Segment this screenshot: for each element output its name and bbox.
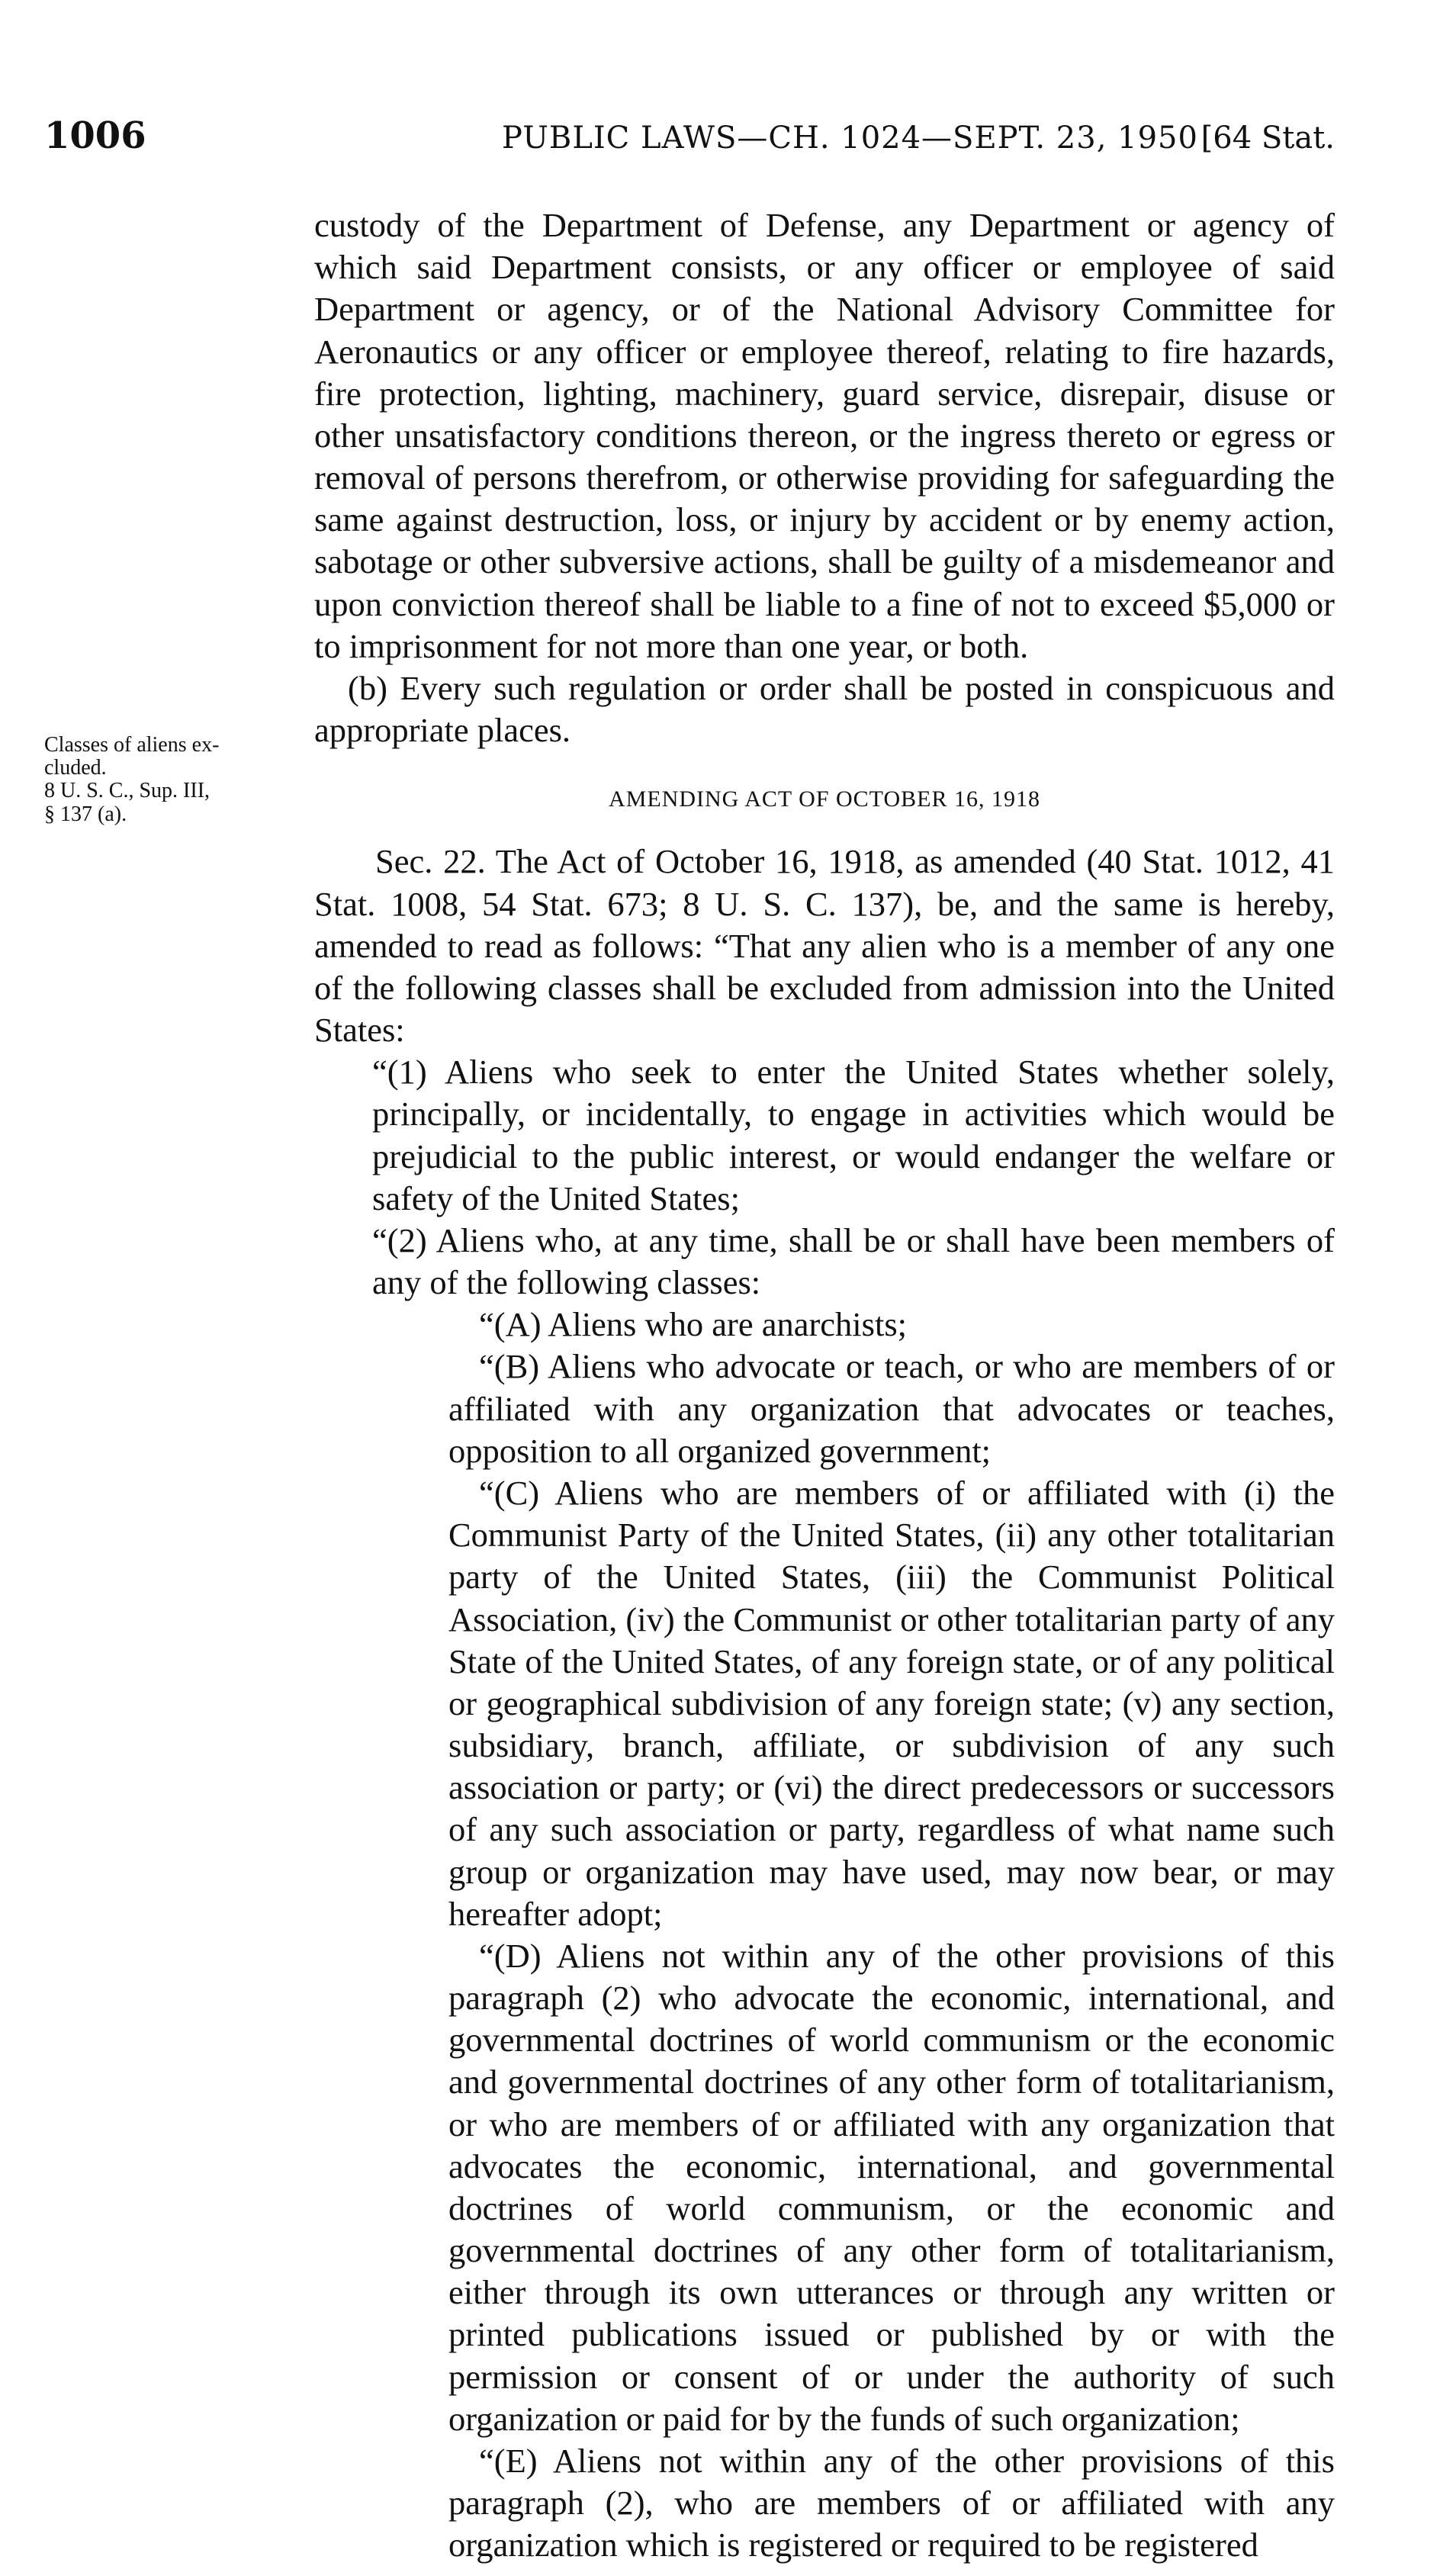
- margin-note: [44, 734, 304, 826]
- item-2d: [314, 1935, 1335, 2440]
- margin-note-line: § 137 (a).: [44, 802, 127, 826]
- item-2e: [314, 2440, 1335, 2566]
- item-1: [314, 1051, 1335, 1220]
- item-2c-text: “(C) Aliens who are members of or affiliated with (i) the Communist Party of the United States, (ii) any other totalitarian party of the United States, (iii) the Communist Political Association, (iv) the Communist or other totalitarian party of any State of the United States, of any foreign state, or of any political or geographical subdivision of any foreign state; (v) any section, subsidiary, branch, affiliate, or subdivision of any such association or party; or (vi) the direct predecessors or successors of any such association or party, regardless of what name such group or organization may have used, may now bear, or may hereafter adopt;: [448, 1474, 1335, 1933]
- margin-note-line: 8 U. S. C., Sup. III,: [44, 779, 211, 803]
- statute-reference: [64 Stat.: [1200, 121, 1335, 156]
- statute-body: [314, 204, 1335, 2566]
- margin-note-line: cluded.: [44, 756, 107, 780]
- paragraph-b: (b) Every such regulation or order shall be posted in conspicuous and appropriate places.: [314, 668, 1335, 750]
- item-2c: [314, 1472, 1335, 1935]
- item-2a: [314, 1304, 1335, 1346]
- item-2d-text: “(D) Aliens not within any of the other provisions of this paragraph (2) who advocate the economic, international, and governmental doctrines of world communism or the economic and governmental doctrines of any other form of totalitarianism, or who are members of or affiliated with any organization that advocates the economic, international, and governmental doctrines of world communism, or the economic and governmental doctrines of any other form of totalitarianism, either through its own utterances or through any written or printed publications issued or published by or with the permission or consent of or under the authority of such organization or paid for by the funds of such organization;: [448, 1936, 1335, 2438]
- page-header: [44, 114, 1335, 160]
- item-2b-text: “(B) Aliens who advocate or teach, or who are members of or affiliated with any organization that advocates or teaches, opposition to all organized government;: [448, 1347, 1335, 1470]
- margin-note-line: Classes of aliens ex-: [44, 733, 220, 757]
- page-number: 1006: [44, 114, 146, 157]
- item-2e-text: “(E) Aliens not within any of the other provisions of this paragraph (2), who are members of or affiliated with any organization which is registered or required to be registered: [448, 2441, 1335, 2564]
- section-heading: AMENDING ACT OF OCTOBER 16, 1918: [609, 786, 1040, 812]
- item-2: [314, 1220, 1335, 1304]
- item-2-text: “(2) Aliens who, at any time, shall be or shall have been members of any of the following classes:: [372, 1220, 1335, 1302]
- section-22-text: Sec. 22. The Act of October 16, 1918, as amended (40 Stat. 1012, 41 Stat. 1008, 54 Stat. 673; 8 U. S. C. 137), be, and the same is hereby, amended to read as follows: “That any alien who is a member of any one of the following classes shall be excluded from admission into the United States:: [314, 842, 1335, 1050]
- section-22: [314, 841, 1335, 1051]
- continued-paragraph: custody of the Department of Defense, any Department or agency of which said Department consists, or any officer or employee of said Department or agency, or of the National Advisory Committee for Aeronautics or any officer or employee thereof, relating to fire hazards, fire protection, lighting, machinery, guard service, disrepair, disuse or other unsatisfactory conditions thereon, or the ingress thereto or egress or removal of persons therefrom, or otherwise providing for safeguarding the same against destruction, loss, or injury by accident or by enemy action, sabotage or other subversive actions, shall be guilty of a misdemeanor and upon conviction thereof shall be liable to a fine of not to exceed $5,000 or to imprisonment for not more than one year, or both.: [314, 206, 1335, 665]
- running-title: PUBLIC LAWS—CH. 1024—SEPT. 23, 1950: [502, 121, 1198, 156]
- item-2a-text: “(A) Aliens who are anarchists;: [479, 1305, 908, 1344]
- item-2b: [314, 1346, 1335, 1472]
- item-1-text: “(1) Aliens who seek to enter the United States whether solely, principally, or incidentally, to engage in activities which would be prejudicial to the public interest, or would endanger the welfare or safety of the United States;: [372, 1053, 1335, 1217]
